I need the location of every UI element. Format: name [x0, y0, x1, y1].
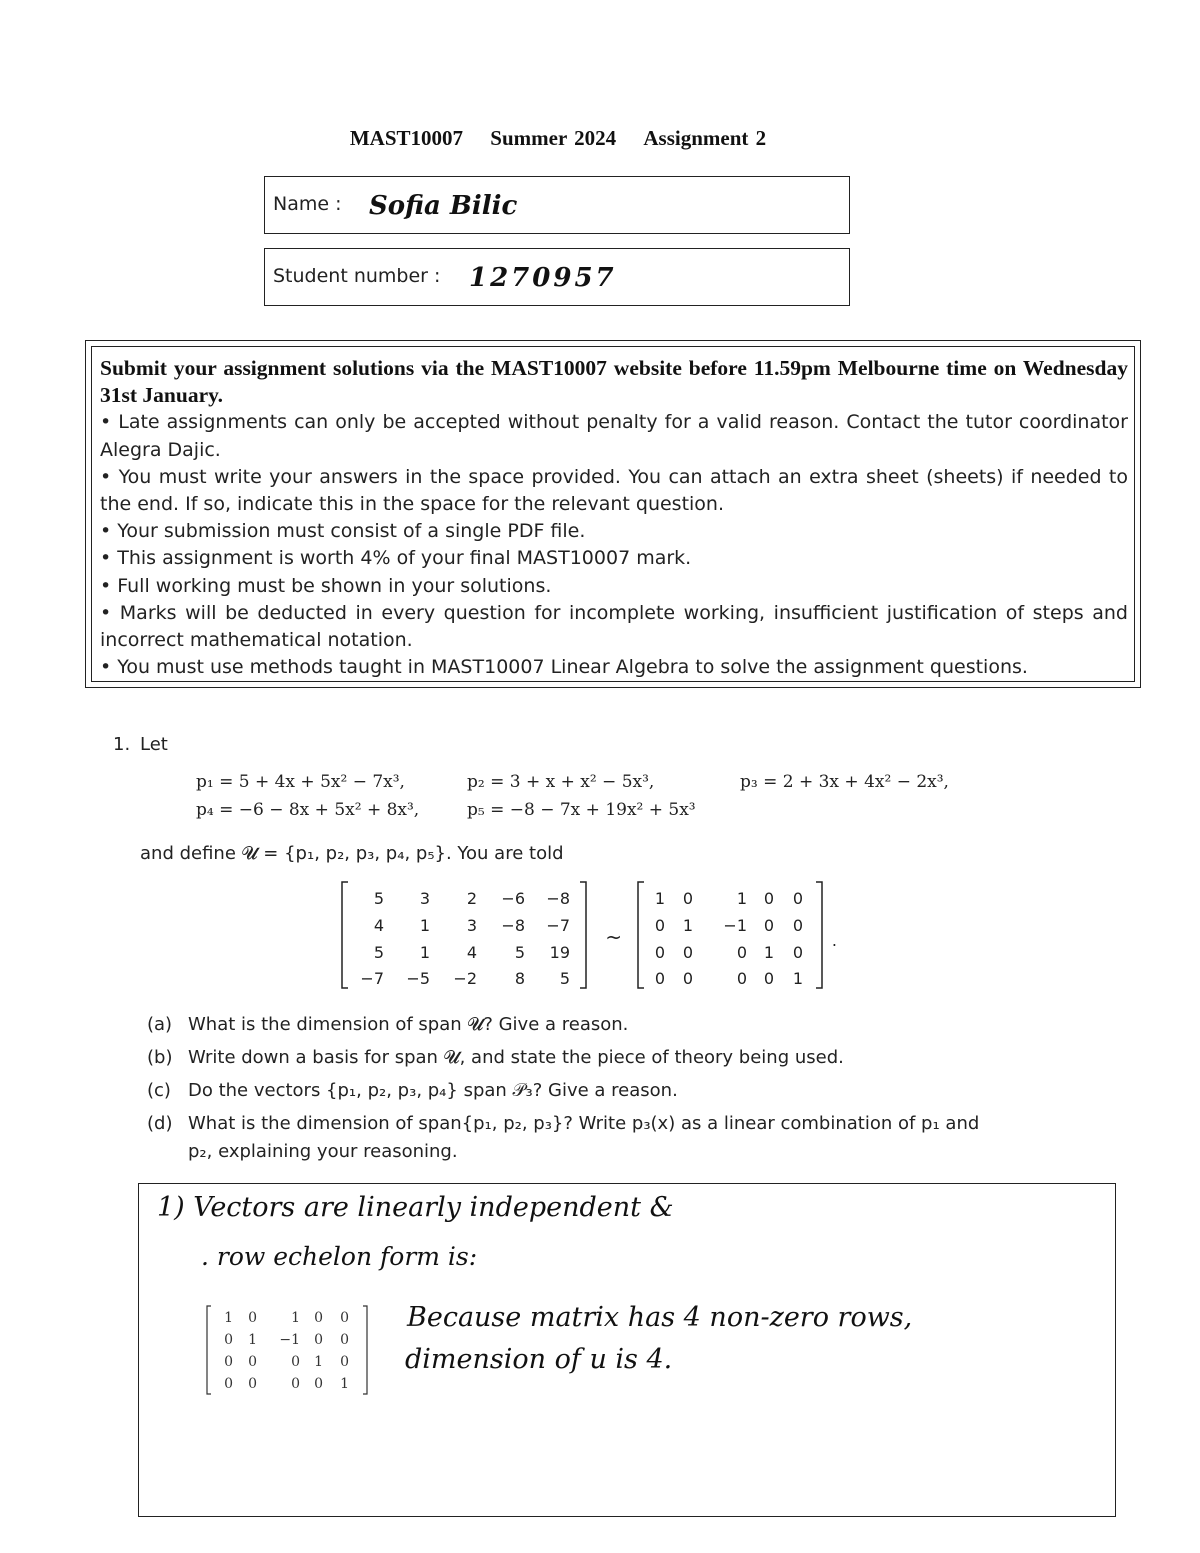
- matrix-cell: −5: [406, 969, 430, 988]
- matrix-cell: 0: [248, 1376, 257, 1392]
- polynomial-p1: p₁ = 5 + 4x + 5x² − 7x³,: [196, 772, 405, 792]
- answer-matrix: [205, 1304, 373, 1396]
- course-code: MAST10007: [349, 126, 464, 150]
- matrix-cell: 1: [736, 889, 747, 908]
- answer-matrix-row: [224, 1376, 349, 1392]
- polynomial-p3: p₃ = 2 + 3x + 4x² − 2x³,: [740, 772, 949, 792]
- matrix-cell: 1: [792, 969, 803, 988]
- matrix-cell: 0: [736, 969, 747, 988]
- left-matrix-row: [374, 889, 570, 908]
- part-c-text: Do the vectors {p₁, p₂, p₃, p₄} span 𝒫₃? Give a reason.: [188, 1080, 678, 1101]
- answer-box[interactable]: [138, 1183, 1116, 1517]
- matrix-cell: 0: [314, 1332, 323, 1348]
- page-title: [0, 126, 1116, 151]
- matrix-cell: 0: [654, 916, 665, 935]
- matrix-cell: 0: [763, 916, 774, 935]
- polynomial-p5: p₅ = −8 − 7x + 19x² + 5x³: [467, 800, 696, 820]
- matrix-cell: 0: [340, 1332, 349, 1348]
- name-value: Sofia Bilic: [369, 191, 518, 221]
- matrix-cell: 0: [248, 1310, 257, 1326]
- answer-matrix-row: [224, 1310, 349, 1326]
- matrix-cell: 1: [340, 1376, 349, 1392]
- matrix-cell: 0: [736, 943, 747, 962]
- matrix-cell: 0: [792, 916, 803, 935]
- matrix-cell: 1: [419, 943, 430, 962]
- part-a-text: What is the dimension of span 𝓤? Give a reason.: [188, 1014, 629, 1035]
- part-label: (a): [147, 1014, 173, 1035]
- matrix-cell: −7: [360, 969, 384, 988]
- matrix-cell: 0: [792, 943, 803, 962]
- matrix-cell: −7: [546, 916, 570, 935]
- matrix-cell: 1: [291, 1310, 300, 1326]
- right-matrix-row: [655, 969, 803, 988]
- instruction-item: • Your submission must consist of a single PDF file.: [100, 520, 586, 543]
- matrix-cell: 0: [224, 1332, 233, 1348]
- instructions-box: [85, 340, 1141, 688]
- question-intro: Let: [140, 734, 168, 755]
- right-matrix-row: [655, 943, 803, 962]
- matrix-cell: 0: [291, 1354, 300, 1370]
- matrix-cell: 1: [224, 1310, 233, 1326]
- matrix-cell: 5: [514, 943, 525, 962]
- matrix-cell: 5: [373, 889, 384, 908]
- instruction-item: • You must write your answers in the space provided. You can attach an extra sheet (sheets) if needed to the end. If so, indicate this in the space for the relevant question.: [100, 465, 1128, 516]
- matrix-cell: −2: [453, 969, 477, 988]
- assignment-title: Assignment 2: [643, 126, 767, 150]
- matrix-cell: −6: [501, 889, 525, 908]
- part-d-text: What is the dimension of span{p₁, p₂, p₃}? Write p₃(x) as a linear combination of p₁ and: [188, 1113, 980, 1134]
- instruction-item: • Full working must be shown in your solutions.: [100, 574, 552, 597]
- answer-matrix-open-bracket: [207, 1306, 211, 1394]
- matrix-cell: 0: [248, 1354, 257, 1370]
- matrix-cell: 0: [763, 889, 774, 908]
- part-label: (c): [147, 1080, 171, 1101]
- right-matrix-row: [655, 916, 803, 935]
- matrix-cell: 0: [291, 1376, 300, 1392]
- matrix-cell: 0: [654, 943, 665, 962]
- matrix-cell: 1: [248, 1332, 257, 1348]
- part-d-text-continued: p₂, explaining your reasoning.: [188, 1141, 458, 1162]
- term: Summer 2024: [490, 126, 617, 150]
- left-matrix-open-bracket: [342, 882, 348, 988]
- sentence-period: .: [831, 931, 837, 950]
- answer-matrix-row: [224, 1354, 349, 1370]
- right-matrix-row: [655, 889, 803, 908]
- matrix-cell: 1: [654, 889, 665, 908]
- polynomial-p2: p₂ = 3 + x + x² − 5x³,: [467, 772, 655, 792]
- set-definition: and define 𝓤 = {p₁, p₂, p₃, p₄, p₅}. You are told: [140, 843, 564, 864]
- matrix-cell: 0: [314, 1376, 323, 1392]
- row-equivalence-symbol: ~: [605, 925, 622, 949]
- submission-deadline: Submit your assignment solutions via the MAST10007 website before 11.59pm Melbourne time on Wednesday 31st January.: [100, 356, 1128, 408]
- matrix-cell: 0: [340, 1310, 349, 1326]
- answer-matrix-row: [224, 1332, 349, 1348]
- matrix-cell: 0: [654, 969, 665, 988]
- left-matrix-row: [360, 969, 570, 988]
- name-label: Name :: [273, 193, 342, 215]
- matrix-cell: 19: [549, 943, 570, 962]
- matrix-cell: 0: [314, 1310, 323, 1326]
- matrix-cell: 4: [373, 916, 384, 935]
- matrix-equivalence: [340, 880, 840, 992]
- matrix-cell: 1: [763, 943, 774, 962]
- matrix-cell: 0: [340, 1354, 349, 1370]
- answer-line: 1) Vectors are linearly independent &: [157, 1192, 674, 1223]
- matrix-cell: −8: [546, 889, 570, 908]
- right-matrix-close-bracket: [816, 882, 822, 988]
- matrix-cell: 1: [314, 1354, 323, 1370]
- matrix-cell: 5: [559, 969, 570, 988]
- student-number-value: 1270957: [469, 263, 617, 293]
- answer-line: Because matrix has 4 non-zero rows,: [407, 1302, 913, 1333]
- student-number-box: [264, 248, 850, 306]
- matrix-cell: 0: [224, 1376, 233, 1392]
- name-box: [264, 176, 850, 234]
- instruction-item: • Marks will be deducted in every question for incomplete working, insufficient justification of steps and incorrect mathematical notation.: [100, 601, 1128, 652]
- matrix-cell: 4: [466, 943, 477, 962]
- matrix-cell: 0: [682, 889, 693, 908]
- matrix-cell: −1: [723, 916, 747, 935]
- matrix-cell: 0: [682, 943, 693, 962]
- matrix-cell: −8: [501, 916, 525, 935]
- matrix-cell: 3: [466, 916, 477, 935]
- answer-line: . row echelon form is:: [201, 1242, 478, 1271]
- instructions-content: [91, 346, 1135, 682]
- matrix-cell: 0: [682, 969, 693, 988]
- answer-matrix-close-bracket: [363, 1306, 367, 1394]
- left-matrix-row: [374, 943, 570, 962]
- part-label: (b): [147, 1047, 173, 1068]
- matrix-cell: 2: [466, 889, 477, 908]
- matrix-cell: −1: [279, 1332, 300, 1348]
- left-matrix-close-bracket: [580, 882, 586, 988]
- part-b-text: Write down a basis for span 𝓤, and state the piece of theory being used.: [188, 1047, 844, 1068]
- matrix-cell: 5: [373, 943, 384, 962]
- right-matrix-open-bracket: [638, 882, 644, 988]
- left-matrix-row: [374, 916, 570, 935]
- matrix-cell: 0: [763, 969, 774, 988]
- matrix-cell: 0: [792, 889, 803, 908]
- matrix-cell: 3: [419, 889, 430, 908]
- matrix-cell: 1: [682, 916, 693, 935]
- question-number: 1.: [113, 734, 131, 755]
- student-number-label: Student number :: [273, 265, 441, 287]
- matrix-cell: 0: [224, 1354, 233, 1370]
- instruction-item: • Late assignments can only be accepted without penalty for a valid reason. Contact the tutor coordinator Alegra Dajic.: [100, 411, 1128, 461]
- answer-line: dimension of u is 4.: [405, 1344, 673, 1375]
- instruction-item: • You must use methods taught in MAST10007 Linear Algebra to solve the assignment questions.: [100, 656, 1028, 679]
- instruction-item: • This assignment is worth 4% of your final MAST10007 mark.: [100, 547, 692, 570]
- polynomial-p4: p₄ = −6 − 8x + 5x² + 8x³,: [196, 800, 420, 820]
- part-label: (d): [147, 1113, 173, 1134]
- matrix-cell: 8: [514, 969, 525, 988]
- matrix-cell: 1: [419, 916, 430, 935]
